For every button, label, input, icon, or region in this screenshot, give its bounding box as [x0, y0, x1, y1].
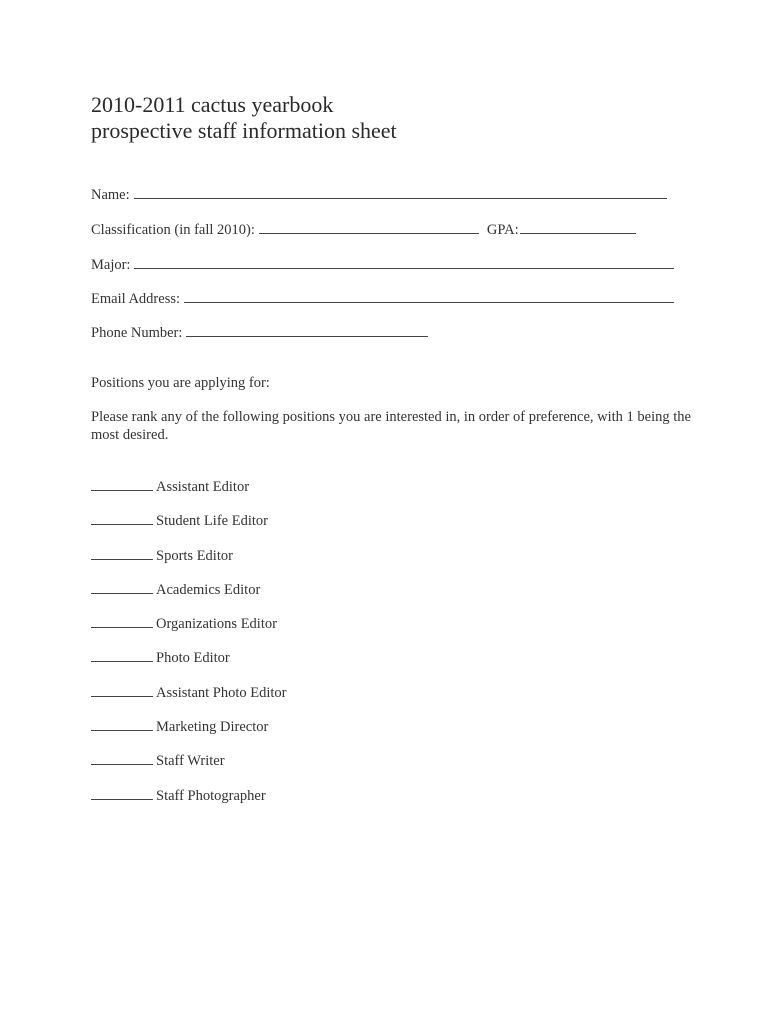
phone-input-line[interactable] — [186, 322, 428, 337]
position-item — [91, 750, 287, 784]
title-line-1: 2010-2011 cactus yearbook — [91, 92, 334, 117]
position-label: Sports Editor — [156, 547, 233, 564]
rank-input-line[interactable] — [91, 716, 153, 731]
position-label: Staff Photographer — [156, 787, 266, 804]
rank-input-line[interactable] — [91, 682, 153, 697]
rank-input-line[interactable] — [91, 545, 153, 560]
major-label: Major: — [91, 257, 131, 273]
major-field — [91, 254, 674, 274]
position-item — [91, 545, 287, 579]
position-item — [91, 476, 287, 510]
name-field — [91, 184, 667, 204]
rank-input-line[interactable] — [91, 510, 153, 525]
position-item — [91, 510, 287, 544]
gpa-label: GPA: — [486, 222, 519, 238]
phone-label: Phone Number: — [91, 325, 183, 341]
ranking-instructions: Please rank any of the following positions you are interested in, in order of preference, with 1 being the most desired. — [91, 409, 691, 443]
rank-input-line[interactable] — [91, 476, 153, 491]
position-item — [91, 579, 287, 613]
position-item — [91, 785, 287, 819]
rank-input-line[interactable] — [91, 785, 153, 800]
position-label: Assistant Photo Editor — [156, 684, 287, 701]
position-item — [91, 613, 287, 647]
positions-list — [91, 476, 287, 819]
email-label: Email Address: — [91, 291, 181, 307]
classification-field — [91, 219, 636, 239]
rank-input-line[interactable] — [91, 613, 153, 628]
major-input-line[interactable] — [134, 254, 674, 269]
name-label: Name: — [91, 187, 130, 203]
position-label: Marketing Director — [156, 719, 269, 736]
rank-input-line[interactable] — [91, 750, 153, 765]
position-item — [91, 682, 287, 716]
position-label: Organizations Editor — [156, 616, 277, 633]
document-title — [91, 92, 397, 144]
position-label: Assistant Editor — [156, 479, 250, 495]
position-label: Academics Editor — [156, 581, 261, 598]
rank-input-line[interactable] — [91, 647, 153, 662]
phone-field — [91, 322, 428, 342]
position-item — [91, 716, 287, 750]
classification-label: Classification (in fall 2010): — [91, 222, 255, 238]
title-line-2: prospective staff information sheet — [91, 118, 397, 143]
rank-input-line[interactable] — [91, 579, 153, 594]
email-field — [91, 288, 674, 308]
email-input-line[interactable] — [184, 288, 674, 303]
position-item — [91, 647, 287, 681]
position-label: Student Life Editor — [156, 513, 268, 530]
positions-heading: Positions you are applying for: — [91, 375, 270, 391]
gpa-input-line[interactable] — [520, 219, 636, 234]
position-label: Staff Writer — [156, 753, 225, 770]
classification-input-line[interactable] — [259, 219, 479, 234]
position-label: Photo Editor — [156, 650, 230, 667]
name-input-line[interactable] — [134, 184, 667, 199]
